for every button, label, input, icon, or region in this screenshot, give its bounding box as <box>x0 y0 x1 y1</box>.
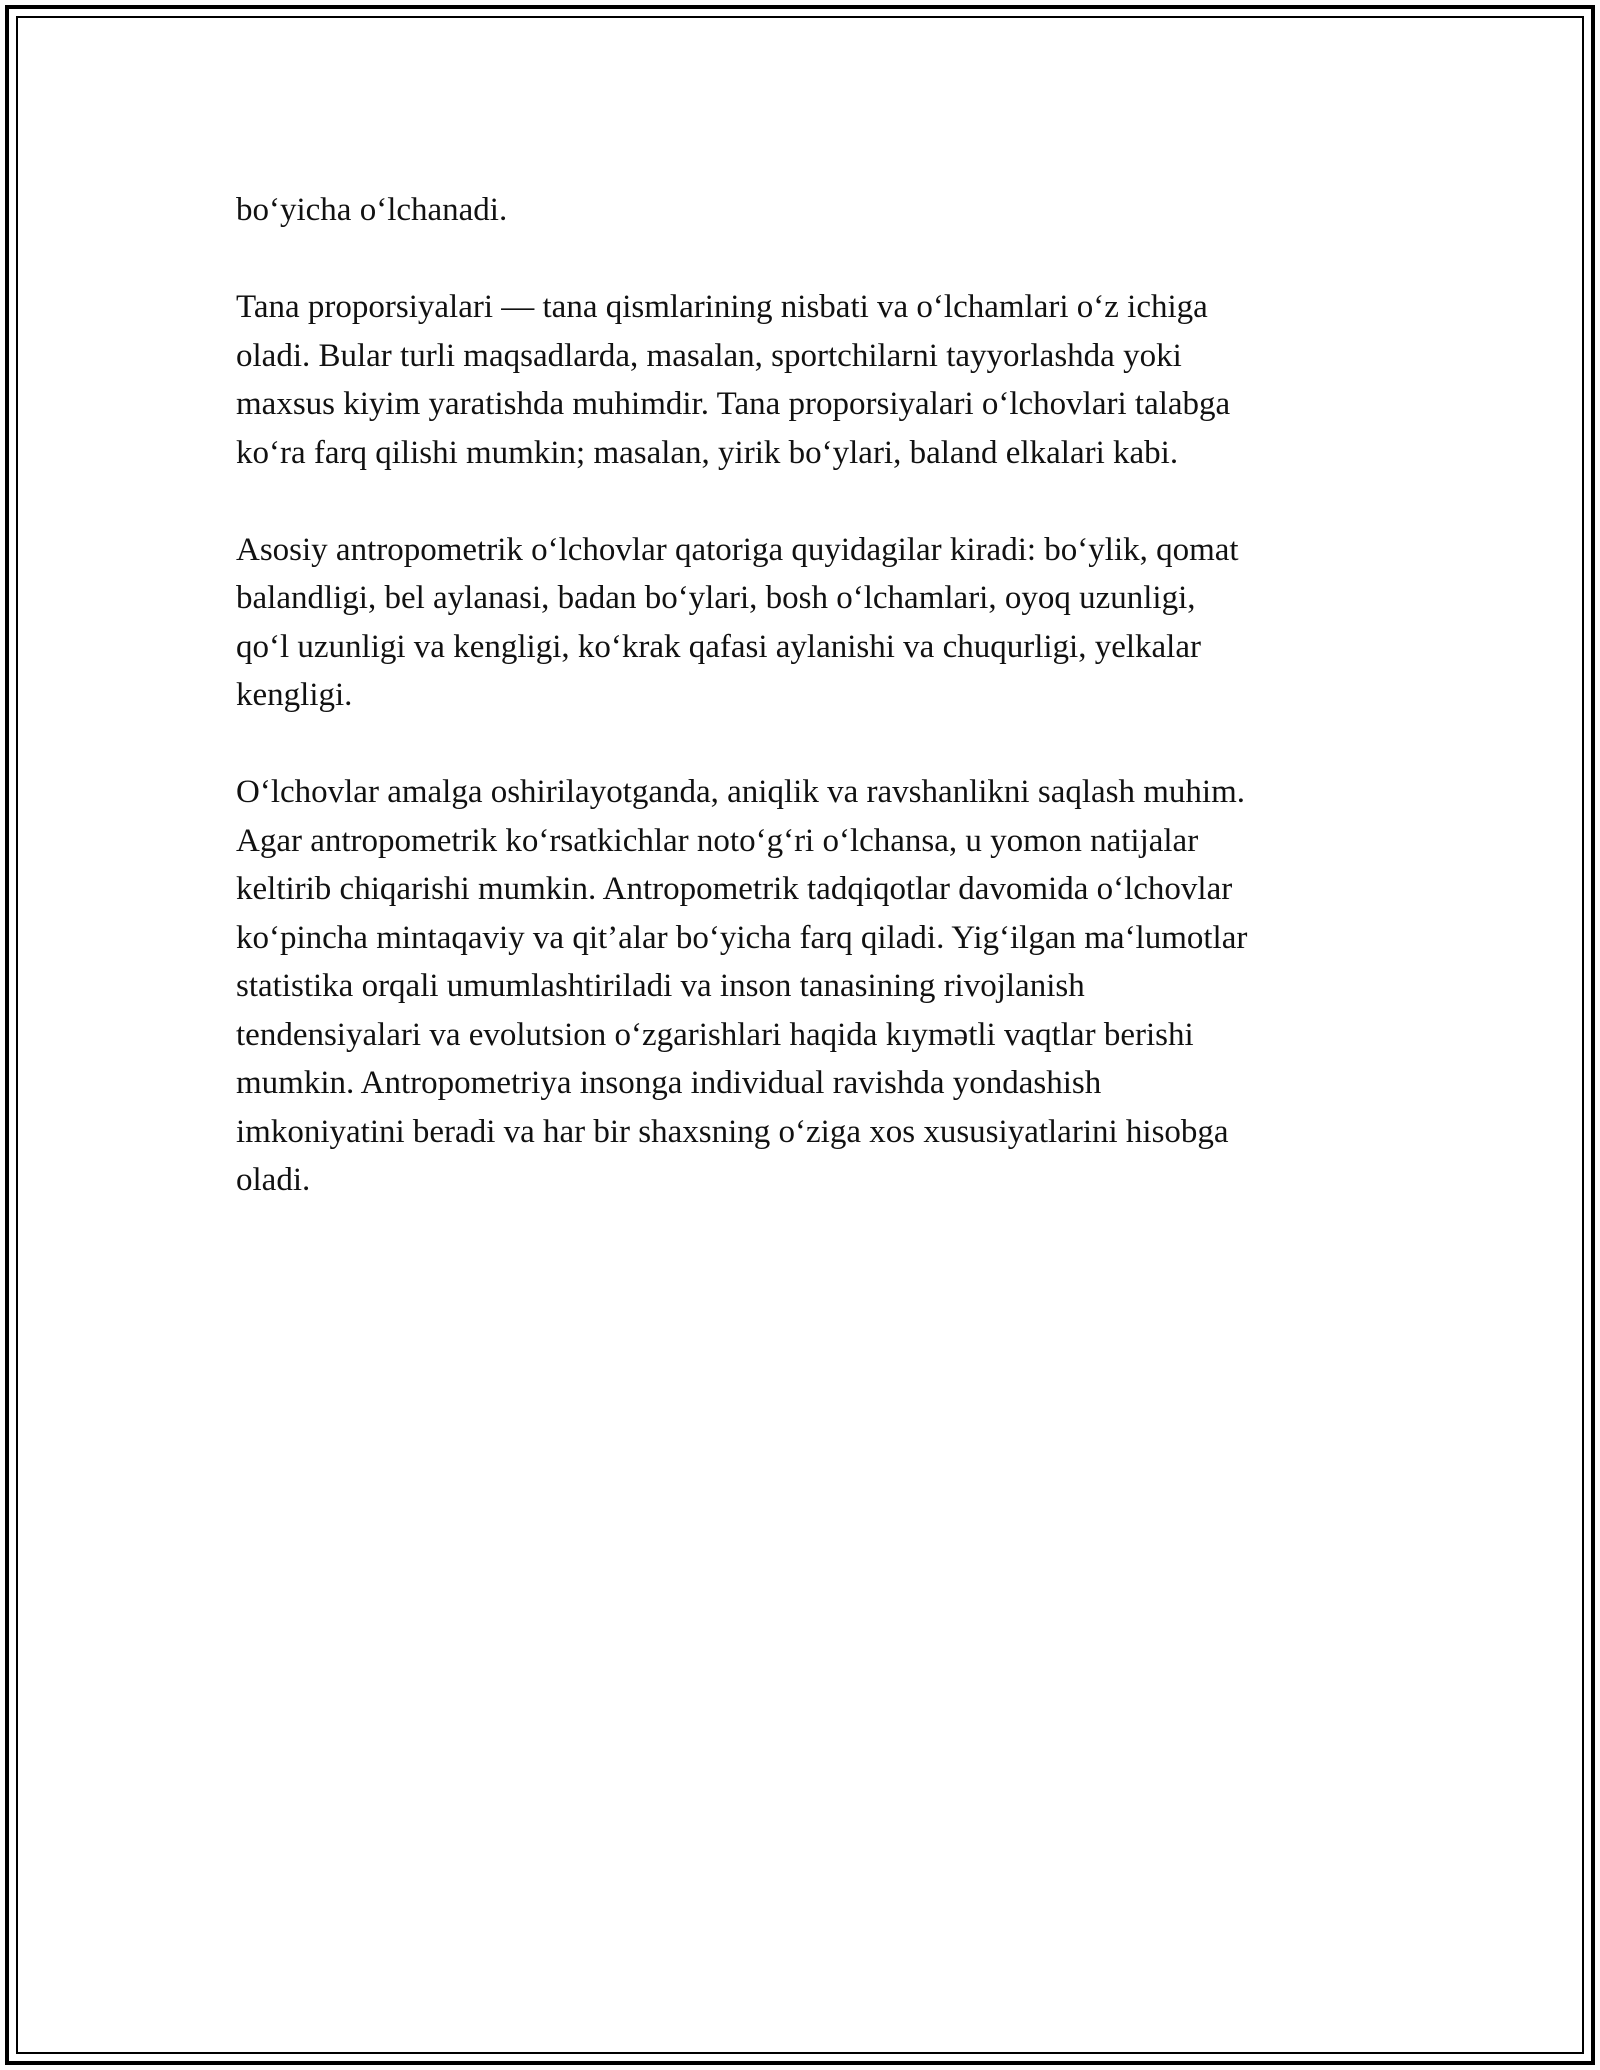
paragraph-main-measurements: Asosiy antropometrik o‘lchovlar qatoriga quyidagilar kiradi: bo‘ylik, qomat balandligi, bel aylanasi, badan bo‘ylari, bosh o‘lchamlari, oyoq uzunligi, qo‘l uzunligi va kengligi, ko‘krak qafasi aylanishi va chuqurligi, yelkalar kengligi. <box>236 531 1239 713</box>
document-body <box>236 186 1396 1253</box>
paragraph-body-proportions: Tana proporsiyalari — tana qismlarining nisbati va o‘lchamlari o‘z ichiga oladi. Bular turli maqsadlarda, masalan, sportchilarni tayyorlashda yoki maxsus kiyim yaratishda muhimdir. Tana proporsiyalari o‘lchovlari talabga ko‘ra farq qilishi mumkin; masalan, yirik bo‘ylari, baland elkalari kabi. <box>236 289 1231 471</box>
paragraph-measurement-accuracy: O‘lchovlar amalga oshirilayotganda, aniqlik va ravshanlikni saqlash muhim. Agar antropometrik ko‘rsatkichlar noto‘g‘ri o‘lchansa, u yomon natijalar keltirib chiqarishi mumkin. Antropometrik tadqiqotlar davomida o‘lchovlar ko‘pincha mintaqaviy va qit’alar bo‘yicha farq qiladi. Yig‘ilgan ma‘lumotlar statistika orqali umumlashtiriladi va inson tanasining rivojlanish tendensiyalari va evolutsion o‘zgarishlari haqida kıymətli vaqtlar berishi mumkin. Antropometriya insonga individual ravishda yondashish imkoniyatini beradi va har bir shaxsning o‘ziga xos xususiyatlarini hisobga oladi. <box>236 774 1248 1198</box>
paragraph-continuation: bo‘yicha o‘lchanadi. <box>236 192 508 228</box>
